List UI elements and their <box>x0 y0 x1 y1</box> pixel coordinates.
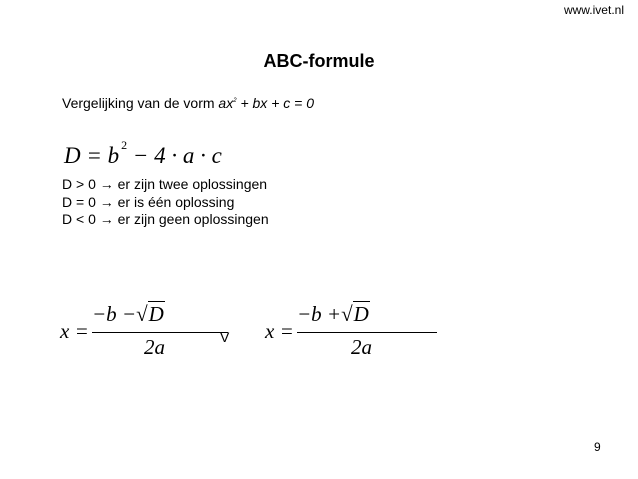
case-zero: D = 0 → er is één oplossing <box>62 193 235 210</box>
solution-plus-denominator: 2a <box>351 335 372 359</box>
discriminant-formula: D = b $^2$ − 4 · a · c <box>64 138 222 168</box>
sqrt-symbol: √ <box>341 302 353 326</box>
site-url: www.ivet.nl <box>563 3 624 17</box>
solution-minus-denominator: 2a <box>144 335 165 359</box>
solution-plus-numerator: −b +√D <box>297 302 369 326</box>
sqrt-symbol: √ <box>136 302 148 326</box>
fraction-bar <box>92 332 228 333</box>
solution-plus-lhs: x = <box>265 319 294 343</box>
intro-formula: $ax^2$ + bx + c = 0 <box>218 95 314 111</box>
or-symbol: V <box>220 329 230 345</box>
intro-text: Vergelijking van de vorm <box>62 95 219 111</box>
discriminant-cases <box>62 176 269 229</box>
solution-minus-numerator: −b −√D <box>92 302 164 326</box>
case-negative: D < 0 → er zijn geen oplossingen <box>62 211 269 227</box>
intro-line <box>62 95 314 111</box>
fraction-bar <box>297 332 437 333</box>
case-positive: D > 0 → er zijn twee oplossingen <box>62 176 268 192</box>
page-number: 9 <box>594 440 601 454</box>
solution-minus-lhs: x = <box>60 319 89 343</box>
slide-title: ABC-formule <box>263 51 375 71</box>
